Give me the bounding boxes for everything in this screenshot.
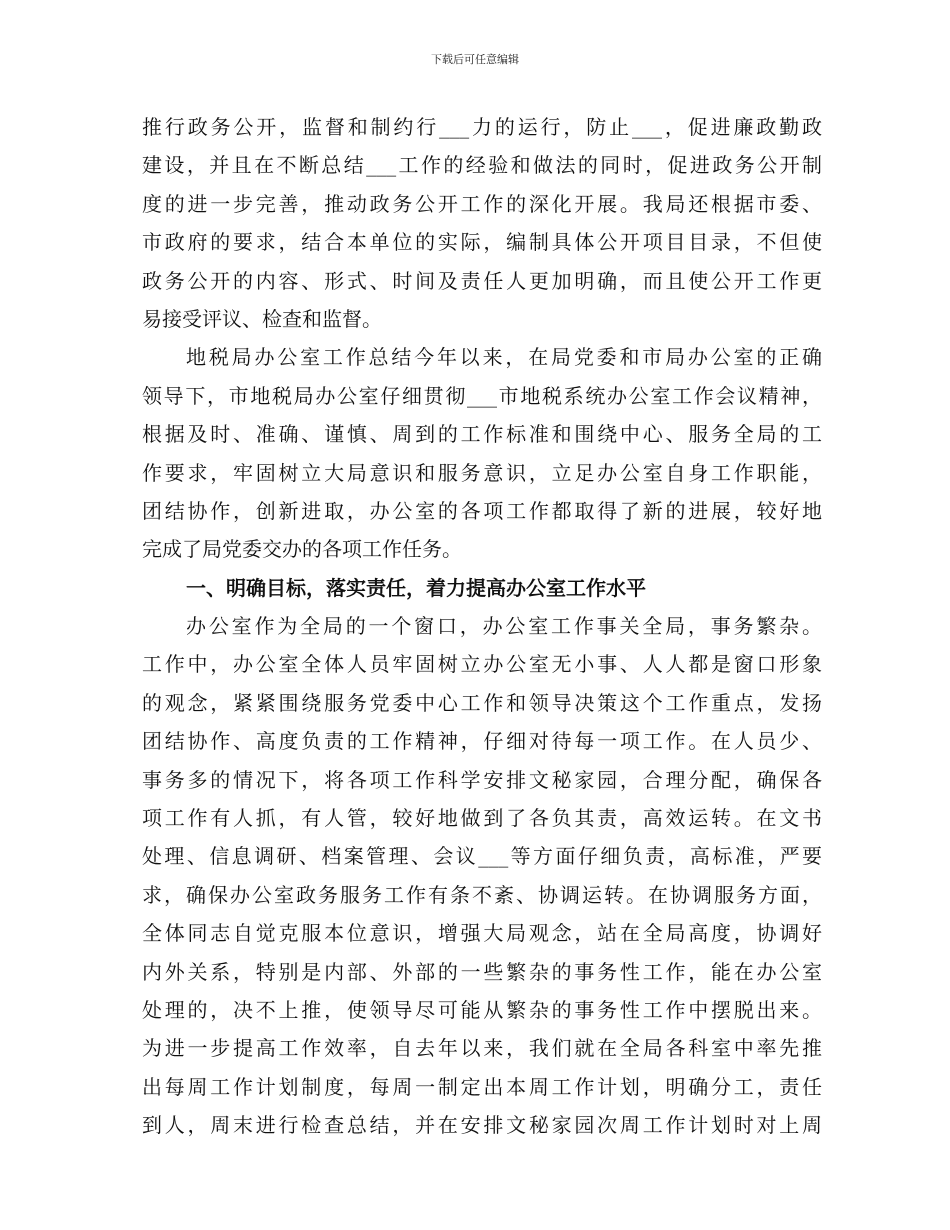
section-heading	[142, 569, 822, 607]
text-line: 到人，周末进行检查总结，并在安排文秘家园次周工作计划时对上周	[142, 1113, 822, 1138]
text-line: 推行政务公开，监督和制约行___力的运行，防止___，促进廉政勤政	[142, 115, 822, 139]
text-line: 团结协作，创新进取，办公室的各项工作都取得了新的进展，较好地	[142, 498, 822, 523]
text-line: 领导下，市地税局办公室仔细贯彻___市地税系统办公室工作会议精神，	[142, 383, 822, 408]
text-line: 全体同志自觉克服本位意识，增强大局观念，站在全局高度，协调好	[142, 921, 822, 946]
text-line: 工作中，办公室全体人员牢固树立办公室无小事、人人都是窗口形象	[142, 652, 822, 677]
text-line: 处理的，决不上推，使领导尽可能从繁杂的事务性工作中摆脱出来。	[142, 997, 822, 1022]
text-line: 易接受评议、检查和监督。	[142, 306, 382, 331]
document-body	[142, 108, 822, 1145]
text-line: 项工作有人抓，有人管，较好地做到了各负其责，高效运转。在文书	[142, 806, 822, 831]
text-line: 为进一步提高工作效率，自去年以来，我们就在全局各科室中率先推	[142, 1036, 822, 1061]
text-line: 内外关系，特别是内部、外部的一些繁杂的事务性工作，能在办公室	[142, 959, 822, 984]
text-line: 团结协作、高度负责的工作精神，仔细对待每一项工作。在人员少、	[142, 729, 822, 754]
text-line: 度的进一步完善，推动政务公开工作的深化开展。我局还根据市委、	[142, 191, 822, 216]
text-line: 作要求，牢固树立大局意识和服务意识，立足办公室自身工作职能，	[142, 460, 822, 485]
text-line: 处理、信息调研、档案管理、会议___等方面仔细负责，高标准，严要	[142, 844, 822, 869]
text-line: 根据及时、准确、谨慎、周到的工作标准和围绕中心、服务全局的工	[142, 422, 822, 447]
paragraph	[142, 338, 822, 568]
text-line: 的观念，紧紧围绕服务党委中心工作和领导决策这个工作重点，发扬	[142, 690, 822, 715]
paragraph	[142, 607, 822, 1144]
text-line: 完成了局党委交办的各项工作任务。	[142, 537, 462, 562]
text-line: 地税局办公室工作总结今年以来，在局党委和市局办公室的正确	[186, 345, 822, 370]
text-line: 求，确保办公室政务服务工作有条不紊、协调运转。在协调服务方面，	[142, 882, 822, 907]
text-line: 建设，并且在不断总结___工作的经验和做法的同时，促进政务公开制	[142, 153, 822, 178]
text-line: 出每周工作计划制度，每周一制定出本周工作计划，明确分工，责任	[142, 1074, 822, 1099]
text-line: 办公室作为全局的一个窗口，办公室工作事关全局，事务繁杂。	[186, 614, 822, 639]
text-line: 一、明确目标，落实责任，着力提高办公室工作水平	[186, 575, 646, 600]
text-line: 市政府的要求，结合本单位的实际，编制具体公开项目目录，不但使	[142, 230, 822, 255]
text-line: 政务公开的内容、形式、时间及责任人更加明确，而且使公开工作更	[142, 268, 822, 293]
paragraph	[142, 108, 822, 338]
text-line: 事务多的情况下，将各项工作科学安排文秘家园，合理分配，确保各	[142, 767, 822, 792]
page-header: 下载后可任意编辑	[431, 53, 519, 66]
